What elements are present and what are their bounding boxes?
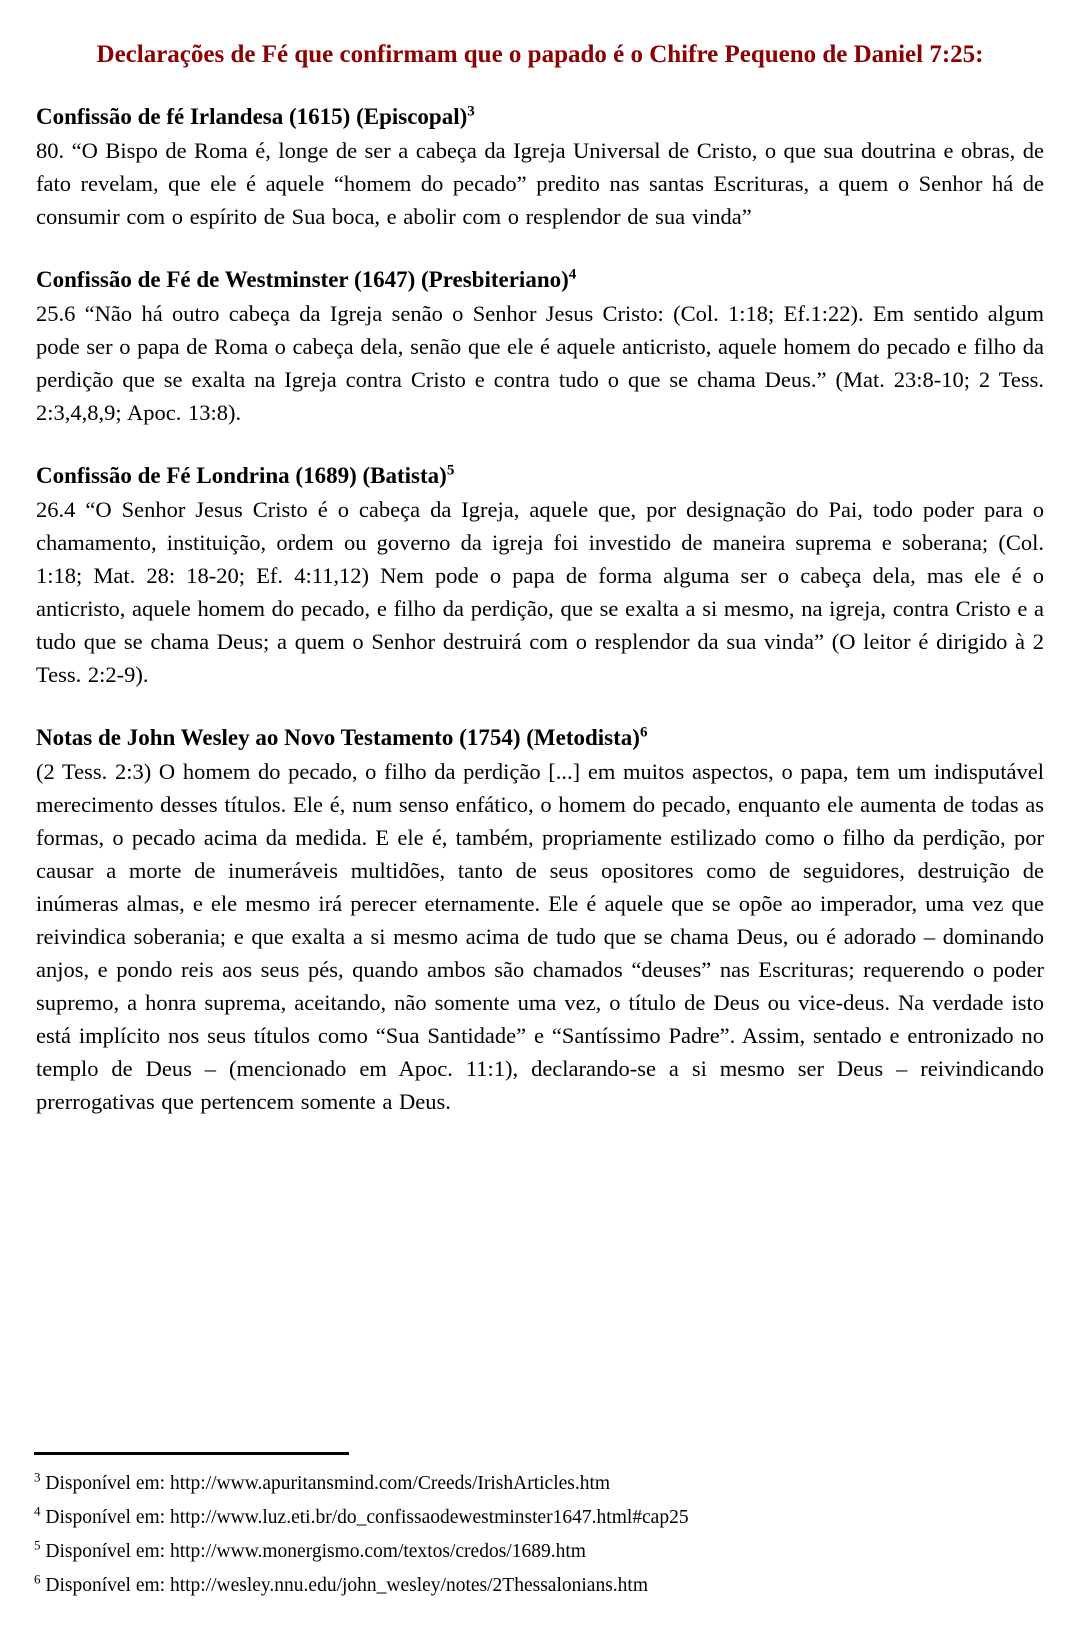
section-heading-text: Confissão de Fé Londrina (1689) (Batista): [36, 463, 447, 488]
section-heading-westminster: [36, 264, 1044, 295]
section-london-confession: [36, 460, 1044, 691]
footnote-number: 3: [34, 1469, 41, 1485]
footnote-6: [34, 1569, 1044, 1603]
section-body-london: 26.4 “O Senhor Jesus Cristo é o cabeça da Igreja, aquele que, por designação do Pai, todo poder para o chamamento, instituição, ordem ou governo da igreja foi investido de maneira suprema e soberana; (Col. 1:18; Mat. 28: 18-20; Ef. 4:11,12) Nem pode o papa de forma alguma ser o cabeça dela, mas ele é o anticristo, aquele homem do pecado, e filho da perdição, que se exalta a si mesmo, na igreja, contra Cristo e a tudo que se chama Deus; a quem o Senhor destruirá com o resplendor da sua vinda” (O leitor é dirigido à 2 Tess. 2:2-9).: [36, 497, 1044, 687]
section-wesley-notes: [36, 722, 1044, 1118]
section-heading-irish: [36, 101, 1044, 132]
section-body-westminster: 25.6 “Não há outro cabeça da Igreja senão o Senhor Jesus Cristo: (Col. 1:18; Ef.1:22). Em sentido algum pode ser o papa de Roma o cabeça dela, senão que ele é aquele anticristo, aquele homem do pecado e filho da perdição que se exalta na Igreja contra Cristo e contra tudo o que se chama Deus.” (Mat. 23:8-10; 2 Tess. 2:3,4,8,9; Apoc. 13:8).: [36, 301, 1044, 425]
footnote-text: Disponível em: http://wesley.nnu.edu/john_wesley/notes/2Thessalonians.htm: [45, 1575, 648, 1596]
section-heading-wesley: [36, 722, 1044, 753]
section-heading-text: Notas de John Wesley ao Novo Testamento (1754) (Metodista): [36, 725, 640, 750]
footnotes-block: [34, 1452, 1044, 1603]
footnote-number: 4: [34, 1503, 41, 1519]
document-content: [36, 40, 1044, 1118]
section-heading-text: Confissão de Fé de Westminster (1647) (Presbiteriano): [36, 267, 569, 292]
footnote-ref-4: 4: [568, 266, 577, 283]
footnote-3: [34, 1467, 1044, 1501]
section-body-irish: 80. “O Bispo de Roma é, longe de ser a cabeça da Igreja Universal de Cristo, o que sua doutrina e obras, de fato revelam, que ele é aquele “homem do pecado” predito nas santas Escrituras, a quem o Senhor há de consumir com o espírito de Sua boca, e abolir com o resplendor de sua vinda”: [36, 138, 1044, 229]
footnote-ref-6: 6: [639, 724, 648, 741]
footnote-number: 5: [34, 1537, 41, 1553]
section-irish-confession: [36, 101, 1044, 233]
footnote-text: Disponível em: http://www.luz.eti.br/do_confissaodewestminster1647.html#cap25: [45, 1507, 689, 1528]
footnote-separator-rule: [34, 1452, 349, 1455]
footnote-number: 6: [34, 1571, 41, 1587]
footnote-5: [34, 1535, 1044, 1569]
footnote-text: Disponível em: http://www.monergismo.com/textos/credos/1689.htm: [45, 1541, 586, 1562]
footnote-ref-5: 5: [446, 462, 455, 479]
footnote-text: Disponível em: http://www.apuritansmind.com/Creeds/IrishArticles.htm: [45, 1473, 611, 1494]
page-title: Declarações de Fé que confirmam que o papado é o Chifre Pequeno de Daniel 7:25:: [96, 41, 984, 68]
section-westminster-confession: [36, 264, 1044, 429]
section-body-wesley: (2 Tess. 2:3) O homem do pecado, o filho da perdição [...] em muitos aspectos, o papa, tem um indisputável merecimento desses títulos. Ele é, num senso enfático, o homem do pecado, enquanto ele aumenta de todas as formas, o pecado acima da medida. E ele é, também, propriamente estilizado como o filho da perdição, por causar a morte de inumeráveis multidões, tanto de seus opositores como de seguidores, destruição de inúmeras almas, e ele mesmo irá perecer eternamente. Ele é aquele que se opõe ao imperador, uma vez que reivindica soberania; e que exalta a si mesmo acima de tudo que se chama Deus, ou é adorado – dominando anjos, e pondo reis aos seus pés, quando ambos são chamados “deuses” nas Escrituras; requerendo o poder supremo, a honra suprema, aceitando, não somente uma vez, o título de Deus ou vice-deus. Na verdade isto está implícito nos seus títulos como “Sua Santidade” e “Santíssimo Padre”. Assim, sentado e entronizado no templo de Deus – (mencionado em Apoc. 11:1), declarando-se a si mesmo ser Deus – reivindicando prerrogativas que pertencem somente a Deus.: [36, 759, 1044, 1114]
section-heading-text: Confissão de fé Irlandesa (1615) (Episcopal): [36, 104, 468, 129]
footnote-4: [34, 1501, 1044, 1535]
section-heading-london: [36, 460, 1044, 491]
footnote-ref-3: 3: [467, 103, 475, 120]
